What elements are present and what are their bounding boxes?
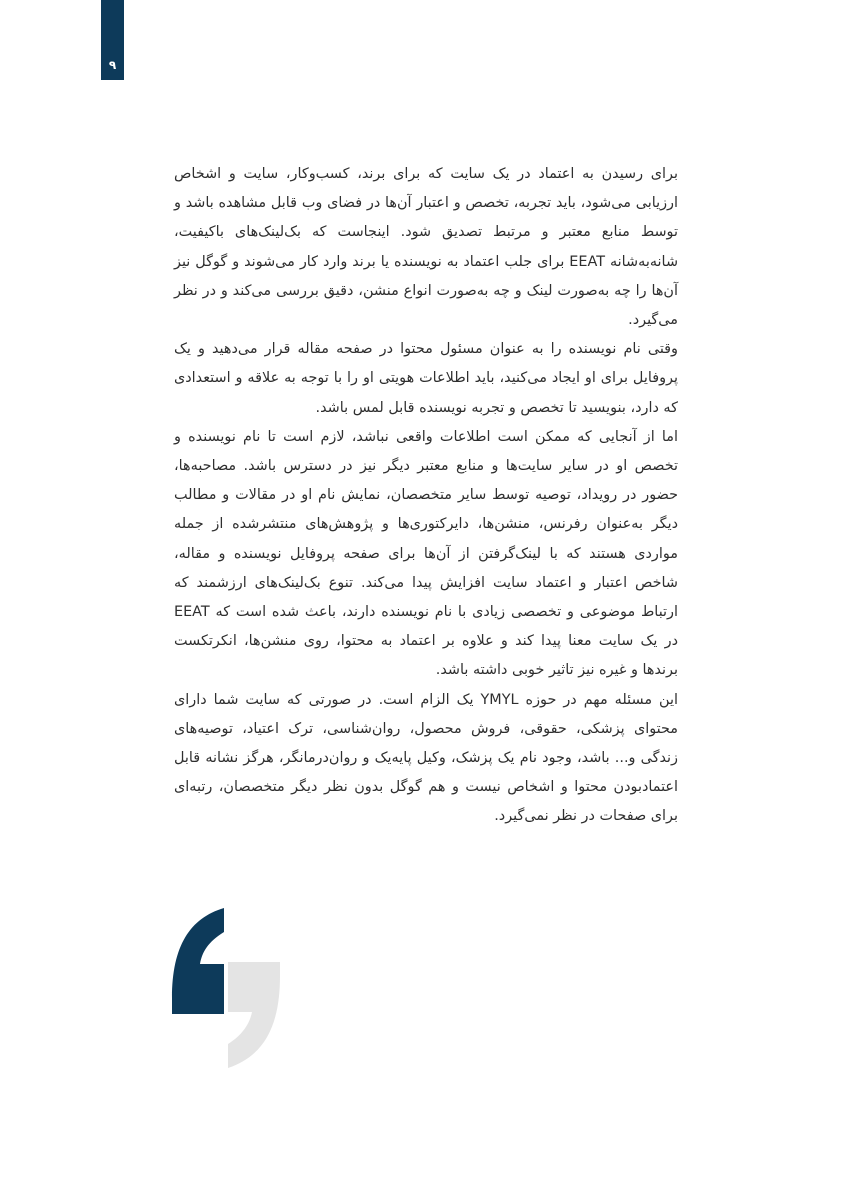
quote-mark-light-shape xyxy=(228,962,280,1068)
paragraph-1: برای رسیدن به اعتماد در یک سایت که برای برند، کسب‌وکار، سایت و اشخاص ارزیابی می‌شود، باید تجربه، تخصص و اعتبار آن‌ها در فضای وب قابل مشاهده باشد و توسط منابع معتبر و مرتبط تصدیق شود. اینجاست که بک‌لینک‌های باکیفیت، شانه‌به‌شانه EEAT برای جلب اعتماد به نویسنده یا برند وارد کار می‌شوند و گوگل نیز آن‌ها را چه به‌صورت لینک و چه به‌صورت انواع منشن، دقیق بررسی می‌کند و در نظر می‌گیرد. xyxy=(174,166,679,329)
article-body xyxy=(174,160,678,832)
page-number-tab xyxy=(101,0,124,80)
quote-mark-icon xyxy=(168,906,284,1072)
quote-mark-dark-shape xyxy=(172,908,224,1014)
page-number: ۹ xyxy=(108,58,117,72)
paragraph-3: اما از آنجایی که ممکن است اطلاعات واقعی نباشد، لازم است تا نام نویسنده و تخصص او در سایر سایت‌ها و منابع معتبر دیگر نیز در دسترس باشد. مصاحبه‌ها، حضور در رویداد، توصیه توسط سایر متخصصان، نمایش نام او در مقالات و مطالب دیگر به‌عنوان رفرنس، منشن‌ها، دایرکتوری‌ها و پژوهش‌های منتشرشده از جمله مواردی هستند که با لینک‌گرفتن از آن‌ها برای صفحه پروفایل نویسنده و مقاله، شاخص اعتبار و اعتماد سایت افزایش پیدا می‌کند. تنوع بک‌لینک‌های ارزشمند که ارتباط موضوعی و تخصصی زیادی با نام نویسنده دارند، باعث شده است که EEAT در یک سایت معنا پیدا کند و علاوه بر اعتماد به محتوا، روی منشن‌ها، انکرتکست برندها و غیره نیز تاثیر خوبی داشته باشد. xyxy=(174,428,678,679)
paragraph-2: وقتی نام نویسنده را به عنوان مسئول محتوا در صفحه مقاله قرار می‌دهید و یک پروفایل برای او ایجاد می‌کنید، باید اطلاعات هویتی او را با توجه به علاقه و استعدادی که دارد، بنویسید تا تخصص و تجربه نویسنده قابل لمس باشد. xyxy=(174,341,678,416)
paragraph-4: این مسئله مهم در حوزه YMYL یک الزام است. در صورتی که سایت شما دارای محتوای پزشکی، حقوقی، فروش محصول، روان‌شناسی، ترک اعتیاد، توصیه‌های زندگی و... باشد، وجود نام یک پزشک، وکیل پایه‌یک و روان‌درمانگر، هرگز نشانه قابل اعتمادبودن محتوا و اشخاص نیست و هم گوگل بدون نظر دیگر متخصصان، رتبه‌ای برای صفحات در نظر نمی‌گیرد. xyxy=(174,691,679,825)
